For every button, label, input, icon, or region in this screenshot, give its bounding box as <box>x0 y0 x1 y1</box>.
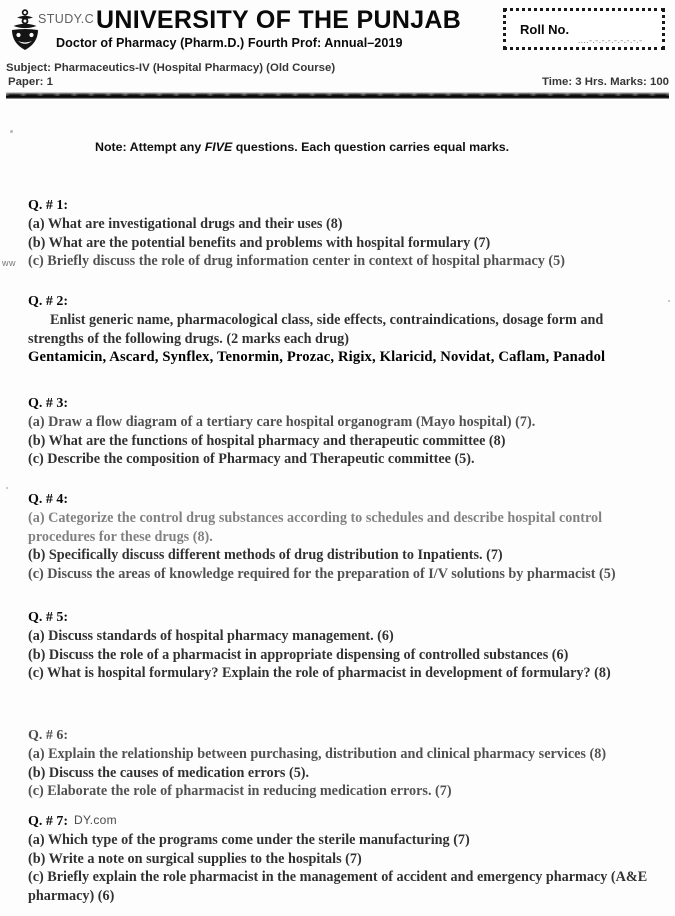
question-part: (c) What is hospital formulary? Explain the role of pharmacist in development of formulary? (8) <box>28 665 611 682</box>
watermark-left-margin: ww <box>2 258 16 268</box>
subject-line: Subject: Pharmaceutics-IV (Hospital Pharmacy) (Old Course) <box>6 62 336 74</box>
question-heading: Q. # 2: <box>28 294 69 309</box>
question-block-5 <box>28 608 653 683</box>
question-part: (b) Discuss the role of a pharmacist in appropriate dispensing of controlled substances (6) <box>28 646 569 663</box>
note-text-before: Attempt any <box>129 140 202 154</box>
note-emphasis: FIVE <box>204 140 233 154</box>
question-part: (a) Draw a flow diagram of a tertiary care hospital organogram (Mayo hospital) (7). <box>28 414 536 430</box>
question-part: (b) Specifically discuss different methods of drug distribution to Inpatients. (7) <box>28 547 503 564</box>
time-and-marks: Time: 3 Hrs. Marks: 100 <box>541 76 669 88</box>
note-text-after: questions. Each question carries equal marks. <box>235 140 510 154</box>
question-part: (c) Briefly discuss the role of drug information center in context of hospital pharmacy (5) <box>28 253 565 270</box>
question-heading: Q. # 7: <box>28 814 69 829</box>
degree-subtitle: Doctor of Pharmacy (Pharm.D.) Fourth Prof: Annual–2019 <box>56 36 403 50</box>
roll-no-field[interactable]: ....-.-.-.-.-.-.-.-.- <box>578 35 643 45</box>
question-part: (a) Discuss standards of hospital pharmacy management. (6) <box>28 628 394 644</box>
question-block-6 <box>28 726 653 801</box>
question-paragraph: Enlist generic name, pharmacological class, side effects, contraindications, dosage form and strengths of the following drugs. (2 marks each drug) <box>28 312 604 347</box>
question-part: (b) Write a note on surgical supplies to the hospitals (7) <box>28 850 362 867</box>
scan-speck <box>10 130 13 133</box>
question-block-3 <box>28 394 653 469</box>
question-block-7 <box>28 812 653 905</box>
watermark-near-q7: DY.com <box>74 813 117 827</box>
question-part: (c) Describe the composition of Pharmacy and Therapeutic committee (5). <box>28 451 475 468</box>
question-heading: Q. # 3: <box>28 396 69 411</box>
paper-line: Paper: 1 <box>8 76 53 88</box>
question-part: (b) What are the functions of hospital pharmacy and therapeutic committee (8) <box>28 432 506 449</box>
question-heading: Q. # 6: <box>28 728 69 743</box>
question-block-4 <box>28 490 653 583</box>
question-part: (a) Which type of the programs come under the sterile manufacturing (7) <box>28 832 470 848</box>
question-heading: Q. # 4: <box>28 492 69 507</box>
question-part: (a) Categorize the control drug substances according to schedules and describe hospital control procedures for these drugs (8). <box>28 510 603 545</box>
question-heading: Q. # 1: <box>28 198 69 213</box>
note-prefix: Note: <box>95 140 127 154</box>
question-part: (a) What are investigational drugs and their uses (8) <box>28 216 343 232</box>
scan-speck <box>668 300 670 302</box>
drug-list: Gentamicin, Ascard, Synflex, Tenormin, Prozac, Rigix, Klaricid, Novidat, Caflam, Panadol <box>28 349 606 366</box>
university-crest-icon <box>8 8 42 52</box>
watermark-top: STUDY.C <box>38 12 95 26</box>
question-part: (c) Briefly explain the role pharmacist in the management of accident and emergency pharmacy (A&E pharmacy) (6) <box>28 869 648 904</box>
question-part: (c) Discuss the areas of knowledge required for the preparation of I/V solutions by pharmacist (5) <box>28 565 616 582</box>
question-part: (a) Explain the relationship between purchasing, distribution and clinical pharmacy services (8) <box>28 746 607 762</box>
university-title: UNIVERSITY OF THE PUNJAB <box>96 6 462 34</box>
roll-no-label: Roll No. <box>520 22 570 37</box>
question-part: (b) Discuss the causes of medication errors (5). <box>28 764 310 781</box>
instructions-note <box>95 140 509 154</box>
question-part: (b) What are the potential benefits and problems with hospital formulary (7) <box>28 234 491 251</box>
header-divider <box>6 92 669 99</box>
scan-speck <box>6 487 8 489</box>
question-part: (c) Elaborate the role of pharmacist in reducing medication errors. (7) <box>28 783 452 800</box>
question-block-1 <box>28 196 653 271</box>
page-header <box>0 0 675 100</box>
question-heading: Q. # 5: <box>28 610 69 625</box>
roll-no-box[interactable] <box>503 8 665 50</box>
question-block-2 <box>28 292 653 367</box>
